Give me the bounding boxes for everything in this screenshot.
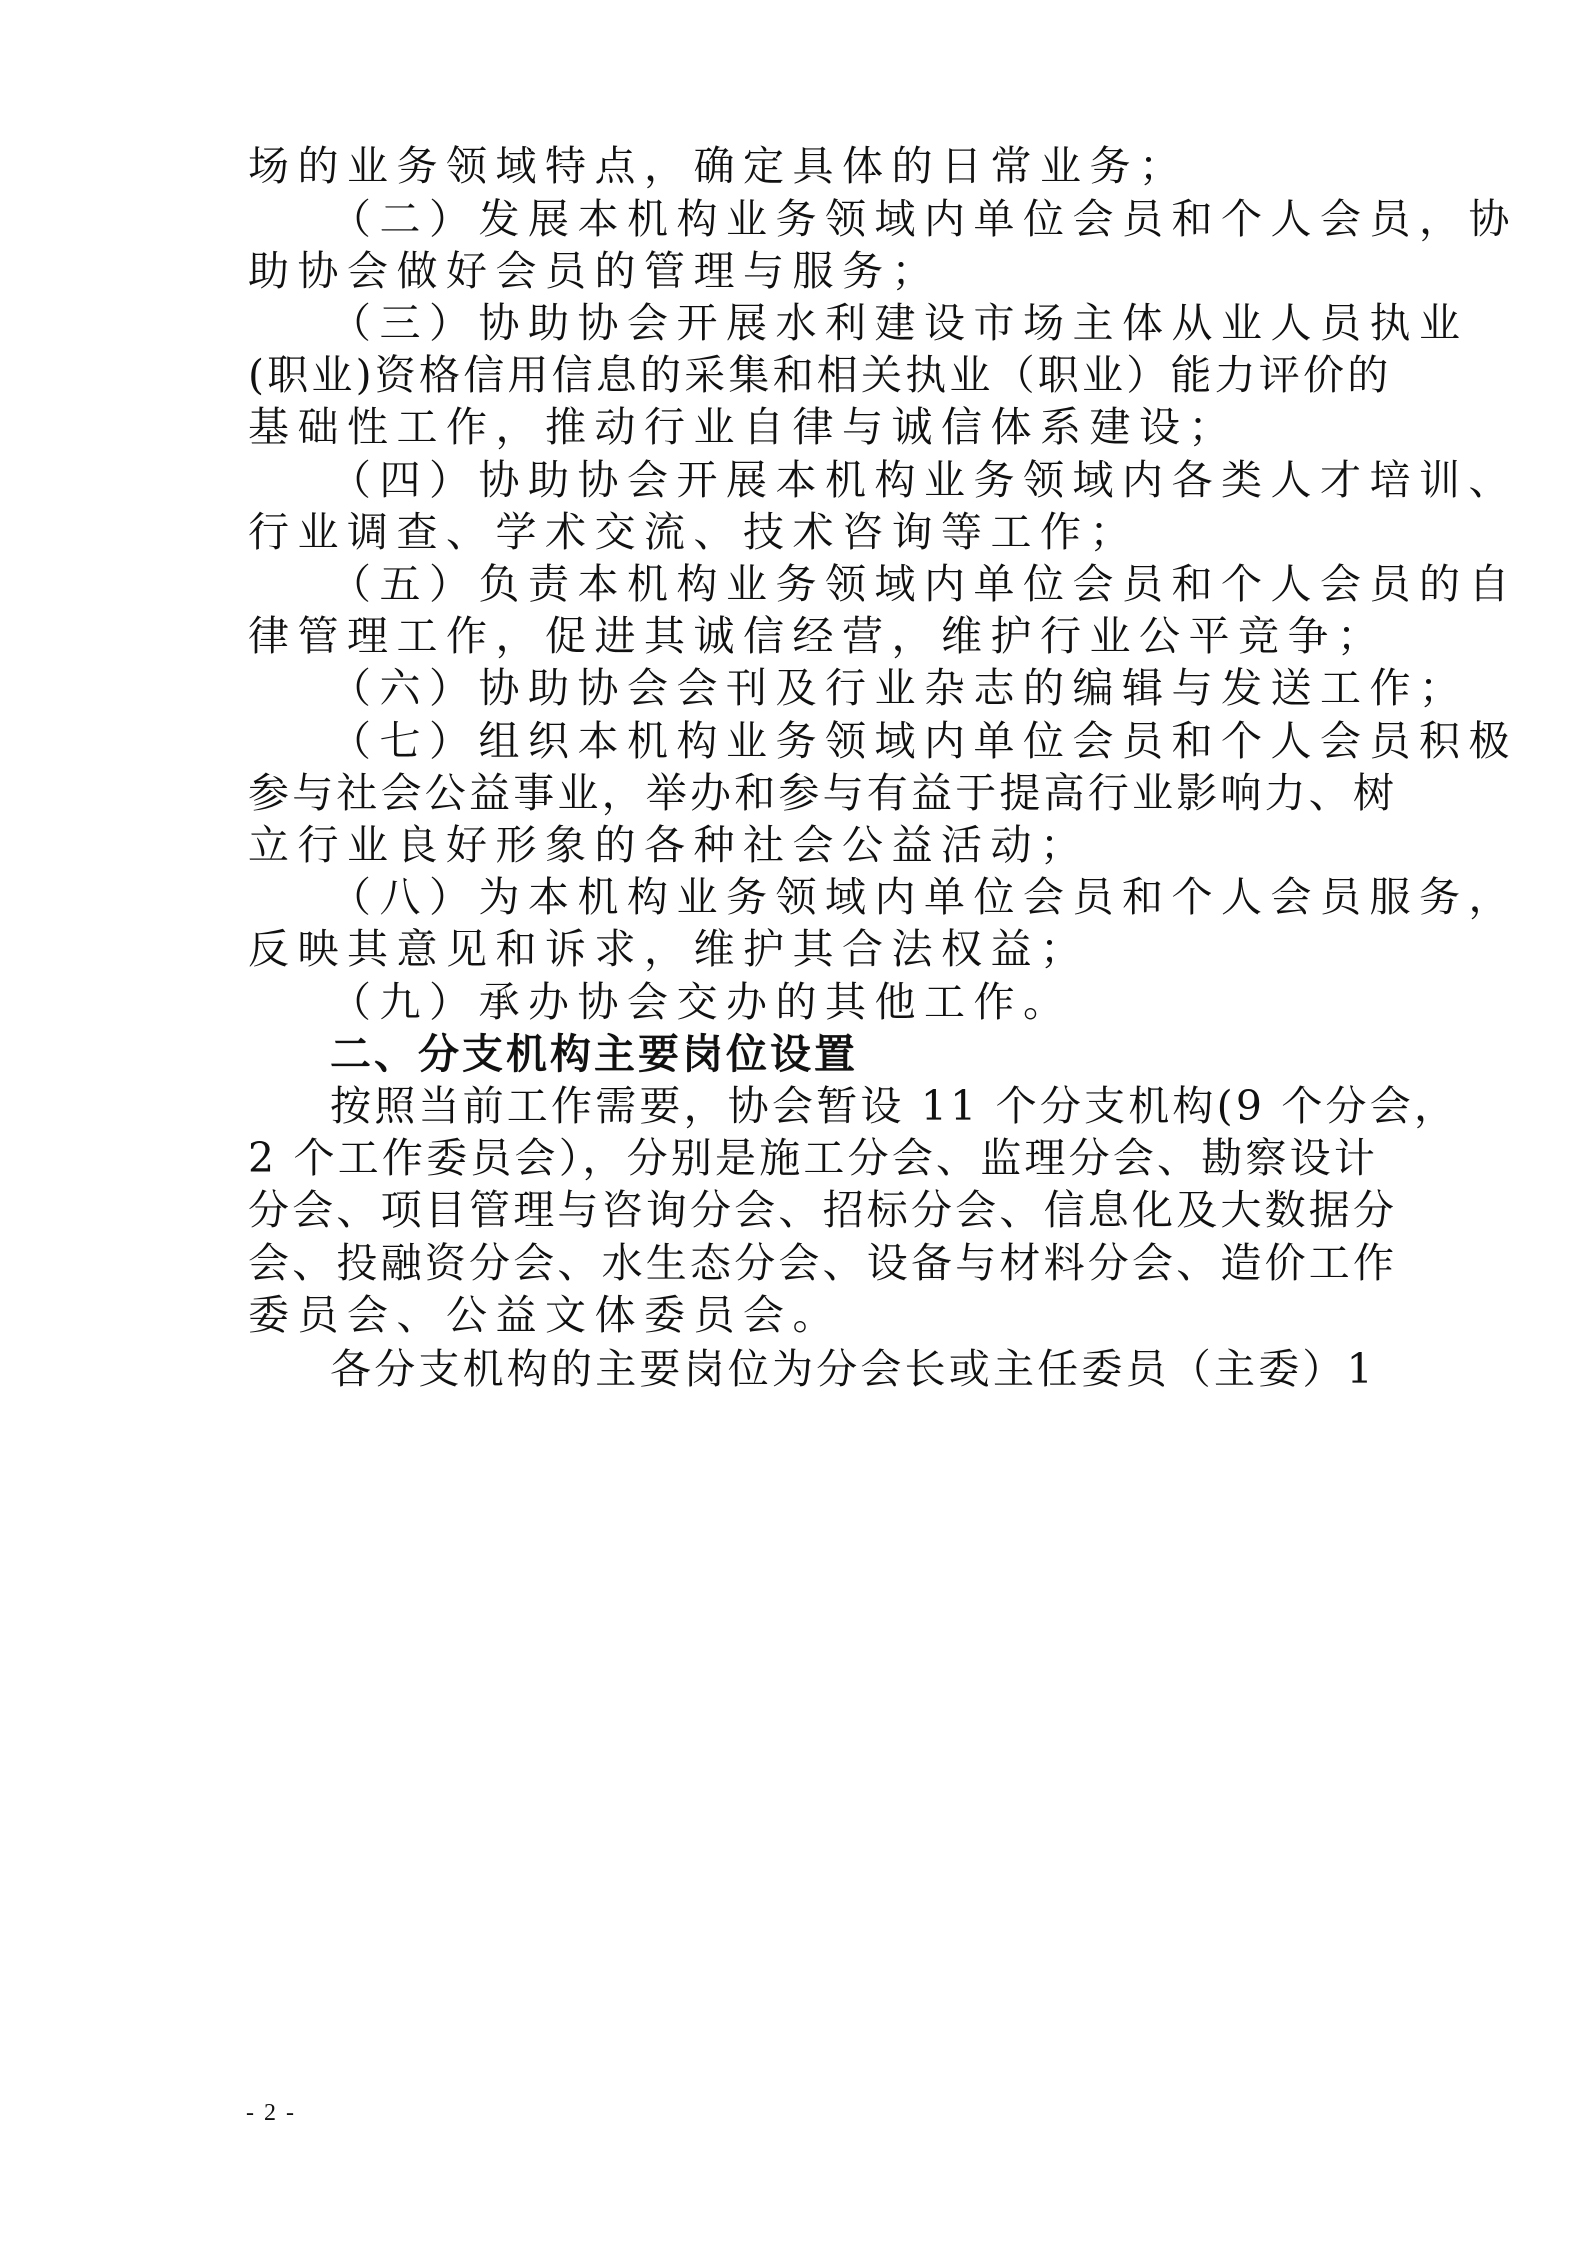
text-line-3: 助协会做好会员的管理与服务；	[248, 247, 941, 295]
text-line-4: （三）协助协会开展水利建设市场主体从业人员执业	[330, 299, 1469, 347]
text-line-17: （九）承办协会交办的其他工作。	[330, 978, 1073, 1026]
text-line-22: 会、投融资分会、水生态分会、设备与材料分会、造价工作	[248, 1239, 1398, 1287]
text-line-16: 反映其意见和诉求，维护其合法权益；	[248, 925, 1090, 973]
text-line-5: (职业)资格信用信息的采集和相关执业（职业）能力评价的	[248, 351, 1392, 399]
text-line-23: 委员会、公益文体委员会。	[248, 1291, 842, 1339]
page-number: - 2 -	[246, 2100, 296, 2126]
text-line-15: （八）为本机构业务领域内单位会员和个人会员服务，	[330, 873, 1518, 921]
text-line-7: （四）协助协会开展本机构业务领域内各类人才培训、	[330, 456, 1518, 504]
text-line-13: 参与社会公益事业，举办和参与有益于提高行业影响力、树	[248, 769, 1398, 817]
text-line-2: （二）发展本机构业务领域内单位会员和个人会员，协	[330, 195, 1518, 243]
text-line-12: （七）组织本机构业务领域内单位会员和个人会员积极	[330, 717, 1518, 765]
text-line-21: 分会、项目管理与咨询分会、招标分会、信息化及大数据分	[248, 1186, 1398, 1234]
text-line-14: 立行业良好形象的各种社会公益活动；	[248, 821, 1090, 869]
text-line-10: 律管理工作，促进其诚信经营，维护行业公平竞争；	[248, 612, 1387, 660]
text-line-9: （五）负责本机构业务领域内单位会员和个人会员的自	[330, 560, 1518, 608]
text-line-1: 场的业务领域特点，确定具体的日常业务；	[248, 142, 1189, 190]
text-line-6: 基础性工作，推动行业自律与诚信体系建设；	[248, 403, 1238, 451]
text-line-20: 2 个工作委员会），分别是施工分会、监理分会、勘察设计	[248, 1134, 1379, 1182]
text-line-19: 按照当前工作需要，协会暂设 11 个分支机构(9 个分会，	[330, 1082, 1459, 1130]
text-line-11: （六）协助协会会刊及行业杂志的编辑与发送工作；	[330, 664, 1469, 712]
section-heading: 二、分支机构主要岗位设置	[330, 1030, 858, 1078]
text-line-24: 各分支机构的主要岗位为分会长或主任委员（主委）1	[330, 1345, 1376, 1393]
text-line-8: 行业调查、学术交流、技术咨询等工作；	[248, 508, 1139, 556]
